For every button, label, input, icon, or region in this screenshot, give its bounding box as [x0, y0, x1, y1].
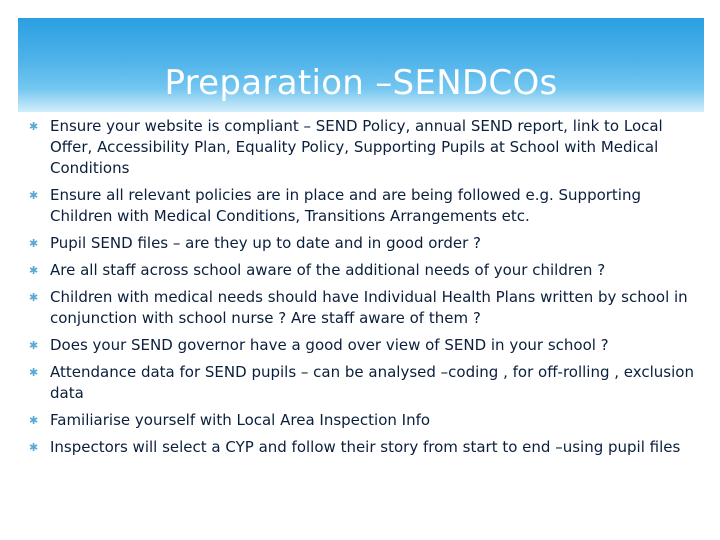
- bullet-list: [20, 116, 700, 464]
- bullet-item: [20, 437, 700, 458]
- bullet-text: Are all staff across school aware of the additional needs of your children ?: [50, 261, 606, 279]
- asterisk-icon: ✱: [29, 414, 39, 427]
- bullet-item: [20, 185, 700, 227]
- bullet-item: [20, 260, 700, 281]
- bullet-text: Ensure all relevant policies are in place and are being followed e.g. Supporting Children with Medical Conditions, Transitions Arrangements etc.: [50, 186, 642, 225]
- slide-title: Preparation –SENDCOs: [164, 63, 558, 103]
- title-banner: [18, 18, 704, 112]
- bullet-item: [20, 233, 700, 254]
- asterisk-icon: ✱: [29, 441, 39, 454]
- asterisk-icon: ✱: [29, 120, 39, 133]
- asterisk-icon: ✱: [29, 237, 39, 250]
- asterisk-icon: ✱: [29, 291, 39, 304]
- bullet-text: Familiarise yourself with Local Area Inspection Info: [50, 411, 431, 429]
- bullet-item: [20, 335, 700, 356]
- bullet-text: Attendance data for SEND pupils – can be analysed –coding , for off-rolling , exclusion data: [50, 363, 694, 402]
- bullet-item: [20, 287, 700, 329]
- asterisk-icon: ✱: [29, 189, 39, 202]
- bullet-item: [20, 116, 700, 179]
- bullet-item: [20, 362, 700, 404]
- bullet-text: Children with medical needs should have Individual Health Plans written by school in conjunction with school nurse ? Are staff aware of them ?: [50, 288, 688, 327]
- asterisk-icon: ✱: [29, 339, 39, 352]
- bullet-text: Pupil SEND files – are they up to date and in good order ?: [50, 234, 481, 252]
- bullet-text: Inspectors will select a CYP and follow their story from start to end –using pupil files: [50, 438, 681, 456]
- bullet-text: Does your SEND governor have a good over view of SEND in your school ?: [50, 336, 609, 354]
- bullet-item: [20, 410, 700, 431]
- bullet-text: Ensure your website is compliant – SEND Policy, annual SEND report, link to Local Offer, Accessibility Plan, Equality Policy, Supporting Pupils at School with Medical Conditions: [50, 117, 663, 177]
- asterisk-icon: ✱: [29, 366, 39, 379]
- asterisk-icon: ✱: [29, 264, 39, 277]
